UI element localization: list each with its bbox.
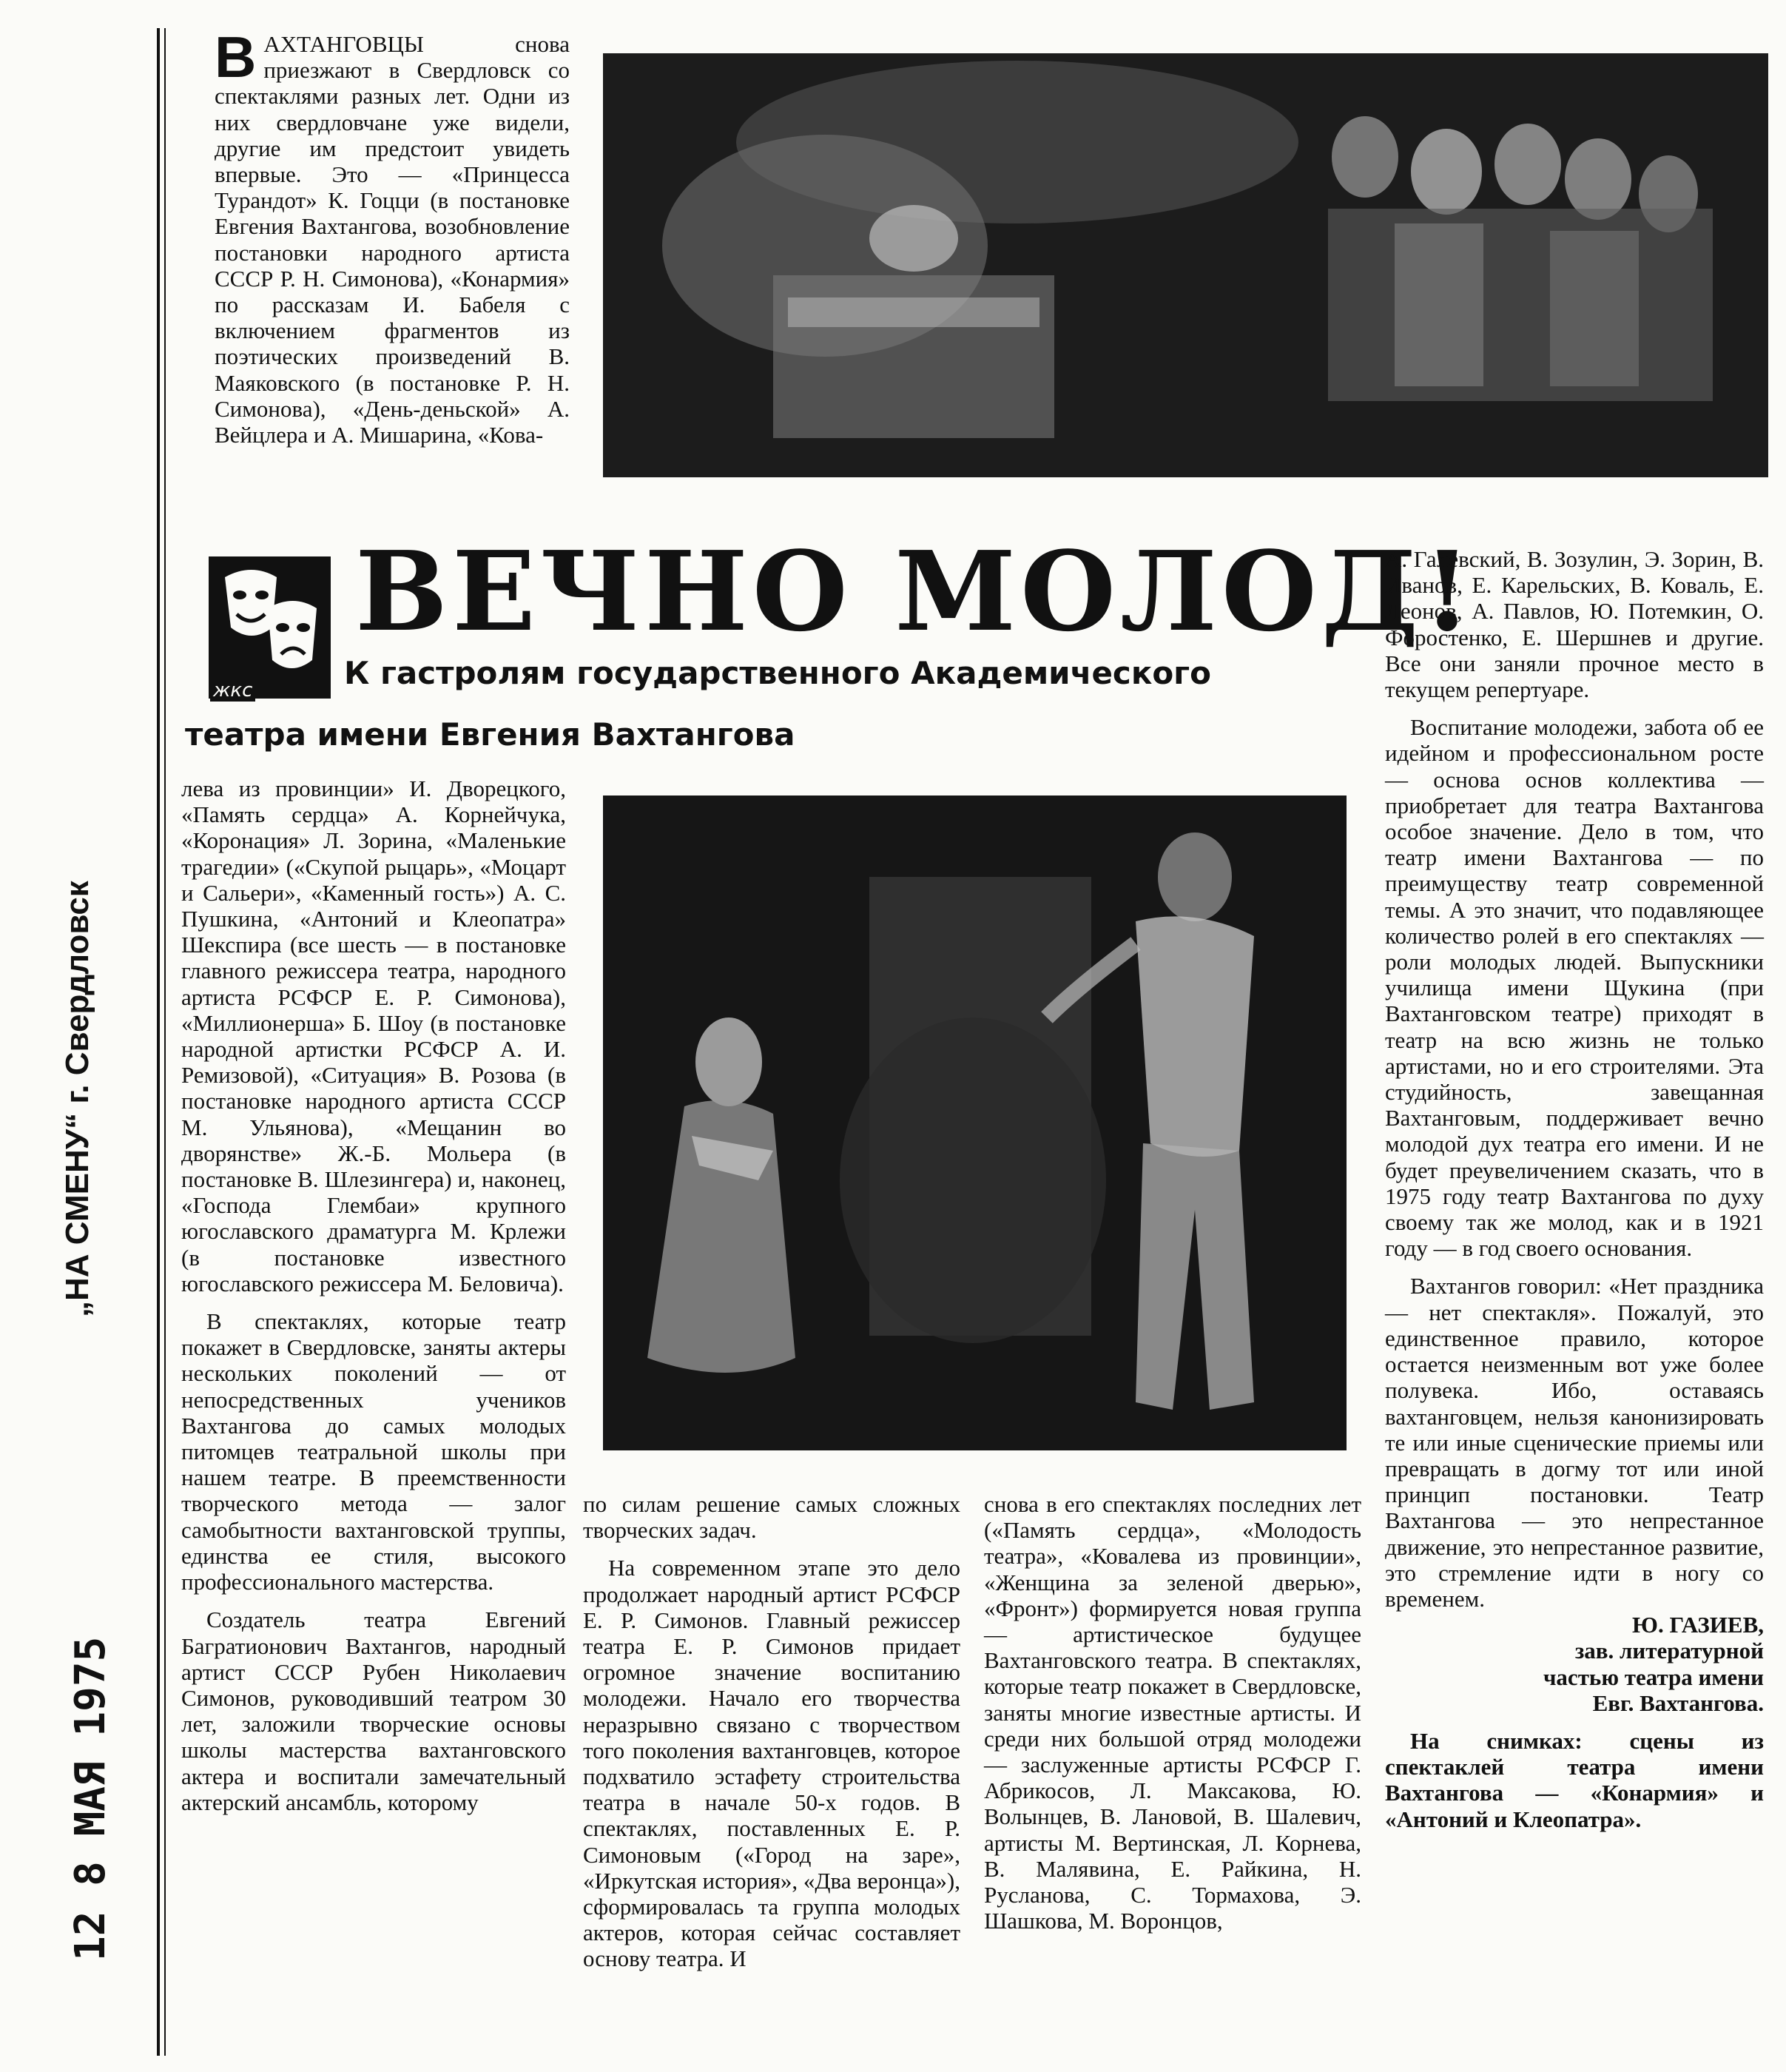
konarmiya-scene-image <box>603 53 1768 477</box>
photo-antony-cleopatra-scene <box>603 796 1347 1450</box>
left-border-rule <box>157 28 160 2056</box>
column-4-paragraph-3: Вахтангов говорил: «Нет праздника — нет спектакля». Пожалуй, это единственное правило, которое остается неизменным вот уже более полувека. Ибо, оставаясь вахтанговцем, нельзя канонизировать те или иные сценические приемы или превращать в догму тот или иной принцип постановки. Театр Вахтангова — это непрестанное движение, это непрестанное развитие, это стремление идти в ногу со временем. <box>1385 1273 1764 1612</box>
article-column-2 <box>583 1491 960 1972</box>
photo-caption: На снимках: сцены из спектаклей театра имени Вахтангова — «Конармия» и «Антоний и Клеопатра». <box>1385 1727 1764 1832</box>
article-column-4 <box>1385 546 1764 1832</box>
column-1-text: лева из провинции» И. Дворецкого, «Память сердца» А. Корнейчука, «Коронация» Л. Зорина, «Маленькие трагедии» («Скупой рыцарь», «Моцарт и Сальери», «Каменный гость») А. С. Пушкина, «Антоний и Клеопатра» Шекспира (все шесть — в постановке главного режиссера театра, народного артиста РСФСР Е. Р. Симонова), «Миллионерша» Б. Шоу (в постановке народной артистки РСФСР А. И. Ремизовой), «Ситуация» В. Розова (в постановке народного артиста СССР М. Ульянова), «Мещанин во дворянстве» Ж.-Б. Мольера (в постановке В. Шлезингера) и, наконец, «Господа Глембаи» крупного югославского драматурга М. Крлежи (в постановке известного югославского режиссера М. Беловича). <box>181 776 566 1296</box>
headline-subtitle-line1: К гастролям государственного Академического <box>344 655 1211 691</box>
author-role-1: зав. литературной <box>1574 1638 1764 1664</box>
headline-title: ВЕЧНО МОЛОД! <box>355 527 1476 656</box>
headline-subtitle-line2: театра имени Евгения Вахтангова <box>185 716 795 753</box>
column-4-text: А. Галевский, В. Зозулин, Э. Зорин, В. Иванов, Е. Карельских, В. Коваль, Е. Леонов, А. Павлов, Ю. Потемкин, О. Форостенко, Е. Шершнев и другие. Все они заняли прочное место в текущем репертуаре. <box>1385 546 1764 703</box>
article-column-3 <box>984 1491 1361 1934</box>
column-1-paragraph-3: Создатель театра Евгений Багратионович Вахтангов, народный артист СССР Рубен Николаевич Симонов, руководивший театром 30 лет, заложили творческие основы школы мастерства вахтанговского актера и воспитали замечательный актерский ансамбль, которому <box>181 1607 566 1815</box>
drop-cap: В <box>215 24 257 90</box>
column-3-text: снова в его спектаклях последних лет («Память сердца», «Молодость театра», «Ковалева из провинции», «Женщина за зеленой дверью», «Фронт») формируется новая группа — артистическое будущее Вахтанговского театра. В спектаклях, которые театр покажет в Свердловске, заняты многие известные артисты. И среди них большой отряд молодежи — заслуженные артисты РСФСР Г. Абрикосов, Л. Максакова, Ю. Волынцев, В. Лановой, В. Шалевич, артисты М. Вертинская, Л. Корнева, В. Малявина, Е. Райкина, Н. Русланова, С. Тормахова, Э. Шашкова, М. Воронцов, <box>984 1491 1361 1934</box>
author-role-3: Евг. Вахтангова. <box>1592 1689 1764 1716</box>
photo-konarmiya-scene <box>603 53 1768 477</box>
author-name: Ю. ГАЗИЕВ, <box>1632 1612 1764 1638</box>
theatre-masks-icon <box>209 556 331 699</box>
column-1-paragraph-2: В спектаклях, которые театр покажет в Свердловске, заняты актеры нескольких поколений — от непосредственных учеников Вахтангова до самых молодых питомцев театральной школы при нашем театре. В преемственности творческого метода — залог самобытности вахтанговской труппы, единства ее стиля, высокого профессионального мастерства. <box>181 1308 566 1595</box>
source-stamp: „НА СМЕНУ“ г. Свердловск <box>59 881 95 1317</box>
column-4-paragraph-2: Воспитание молодежи, забота об ее идейном и профессиональном росте — основа основ коллектива — приобретает для театра Вахтангова особое значение. Дело в том, что театр имени Вахтангова — по преимуществу театр современной темы. А это значит, что подавляющее количество ролей в его спектаклях — роли молодых людей. Выпускники училища имени Щукина (при Вахтанговском театре) приходят в театр на всю жизнь не только артистами, но и его строителями. Эта студийность, завещанная Вахтанговым, поддерживает вечно молодой дух театра его имени. И не будет преувеличением сказать, что в 1975 году театр Вахтангова по духу своему так же молод, как и в 1921 году — в год своего основания. <box>1385 714 1764 1262</box>
column-2-text: по силам решение самых сложных творческих задач. <box>583 1491 960 1544</box>
left-border-rule-thin <box>164 28 166 2056</box>
date-stamp: 12 8 МАЯ 1975 <box>67 1636 115 1961</box>
emblem-mark: жкс <box>210 679 255 702</box>
theatre-masks-emblem <box>209 556 331 702</box>
antony-cleopatra-scene-image <box>603 796 1347 1450</box>
column-2-paragraph-2: На современном этапе это дело продолжает народный артист РСФСР Е. Р. Симонов. Главный режиссер театра Е. Р. Симонов придает огромное значение воспитанию молодежи. Начало его творчества неразрывно связано с творчеством того поколения вахтанговцев, которое подхватило эстафету строительства театра в начале 50-х годов. В спектаклях, поставленных Е. Р. Симоновым («Город на заре», «Иркутская история», «Два веронца»), сформировалась та группа молодых актеров, которая сейчас составляет основу театра. И <box>583 1555 961 1972</box>
author-role-2: частью театра имени <box>1543 1664 1764 1690</box>
article-intro-column <box>215 24 570 448</box>
article-column-1 <box>181 776 566 1815</box>
intro-text: АХТАНГОВЦЫ снова приезжают в Свердловск со спектаклями разных лет. Одни из них свердловчане уже видели, другие им предстоит увидеть впервые. Это — «Принцесса Турандот» К. Гоцци (в постановке Евгения Вахтангова, возобновление постановки народного артиста СССР Р. Н. Симонова), «Конармия» по рассказам И. Бабеля с включением фрагментов из поэтических произведений В. Маяковского (в постановке Р. Н. Симонова), «День-деньской» А. Вейцлера и А. Мишарина, «Кова- <box>215 31 570 448</box>
